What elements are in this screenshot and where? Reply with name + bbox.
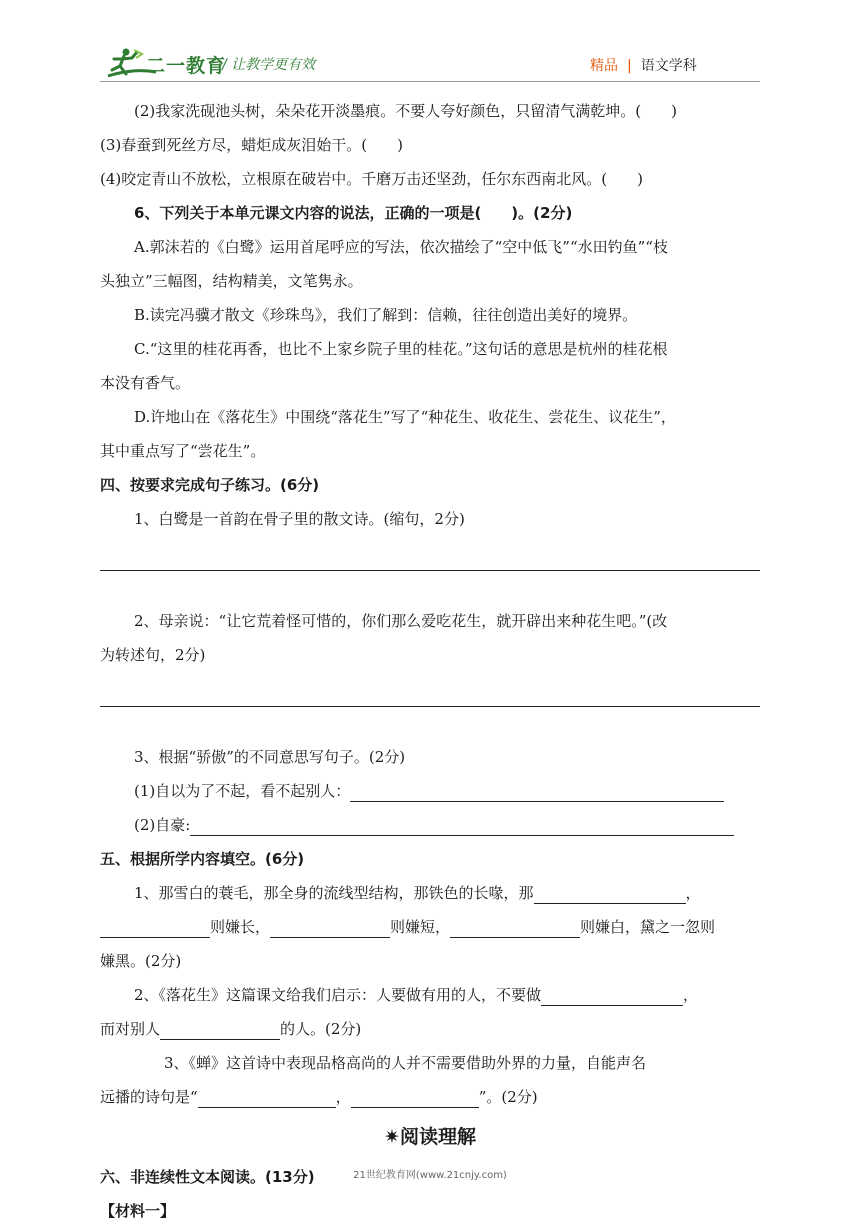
header-separator: | [627, 58, 632, 74]
s5q1-white: 则嫌白，黛之一忽则 [580, 918, 716, 936]
answer-line-q1[interactable] [100, 536, 760, 571]
option-d-line1: D.许地山在《落花生》中围绕“落花生”写了“种花生、收花生、尝花生、议花生”， [134, 408, 676, 426]
s5q3-prefix: 远播的诗句是“ [100, 1088, 198, 1106]
section-4-q3-a [100, 774, 760, 808]
section-5-q1-line3: 嫌黑。(2分) [100, 952, 182, 970]
answer-blank-s5q1-2[interactable] [100, 917, 210, 938]
document-body [100, 94, 760, 1228]
brand-slogan: / 让教学更有效 [222, 57, 316, 73]
option-a-line1: A.郭沫若的《白鹭》运用首尾呼应的写法，依次描绘了“空中低飞”“水田钓鱼”“枝 [134, 238, 668, 256]
s5q2-text: 2、《落花生》这篇课文给我们启示：人要做有用的人，不要做 [134, 986, 542, 1004]
poem-item-3: (3)春蚕到死丝方尽，蜡炬成灰泪始干。( ) [100, 136, 403, 154]
answer-blank-s5q3-2[interactable] [351, 1087, 479, 1108]
section-4-q2-line1: 2、母亲说：“让它荒着怪可惜的，你们那么爱吃花生，就开辟出来种花生吧。”(改 [134, 612, 668, 630]
poem-item-2: (2)我家洗砚池头树，朵朵花开淡墨痕。不要人夸好颜色，只留清气满乾坤。( ) [134, 102, 677, 120]
section-4-q3: 3、根据“骄傲”的不同意思写句子。(2分) [134, 748, 406, 766]
s5q3-suffix: ”。(2分) [478, 1088, 538, 1106]
answer-blank-s5q1-3[interactable] [270, 917, 390, 938]
poem-item-4: (4)咬定青山不放松，立根原在破岩中。千磨万击还坚劲，任尔东西南北风。( ) [100, 170, 643, 188]
option-c-line2: 本没有香气。 [100, 374, 191, 392]
option-c-line1: C.“这里的桂花再香，也比不上家乡院子里的桂花。”这句话的意思是杭州的桂花根 [134, 340, 668, 358]
answer-blank-s5q1-4[interactable] [450, 917, 580, 938]
answer-blank-s5q2-1[interactable] [541, 985, 683, 1006]
section-5-q3-line2 [100, 1080, 760, 1114]
q3-a-label: (1)自以为了不起，看不起别人： [134, 782, 351, 800]
s5q1-text: 1、那雪白的蓑毛，那全身的流线型结构，那铁色的长喙，那 [134, 884, 534, 902]
s5q2-comma: ， [683, 986, 699, 1004]
answer-blank-s5q1-1[interactable] [534, 883, 686, 904]
answer-blank-q3b[interactable] [190, 815, 734, 836]
section-4-q3-b [100, 808, 760, 842]
s5q2-people: 的人。(2分) [280, 1020, 362, 1038]
s5q2-others: 而对别人 [100, 1020, 161, 1038]
answer-blank-s5q3-1[interactable] [198, 1087, 336, 1108]
section-5-q2-line2 [100, 1012, 760, 1046]
section-4-title: 四、按要求完成句子练习。(6分) [100, 476, 320, 494]
page-footer: 21世纪教育网(www.21cnjy.com) [353, 1170, 507, 1181]
s5q1-long: 则嫌长， [210, 918, 271, 936]
s5q1-short: 则嫌短， [390, 918, 451, 936]
s5q1-comma: ， [685, 884, 701, 902]
quality-label: 精品 [590, 58, 618, 74]
reading-section-title: ✷阅读理解 [384, 1126, 476, 1148]
subject-label: 语文学科 [640, 58, 697, 74]
section-4-q2-line2: 为转述句，2分) [100, 646, 206, 664]
answer-blank-s5q2-2[interactable] [160, 1019, 280, 1040]
material-1-label: 【材料一】 [100, 1202, 176, 1220]
header-right [590, 55, 697, 75]
section-5-q3-line1: 3、《蝉》这首诗中表现品格高尚的人并不需要借助外界的力量，自能声名 [164, 1054, 647, 1072]
section-5-title: 五、根据所学内容填空。(6分) [100, 850, 305, 868]
section-5-q1-line1 [100, 876, 760, 910]
q3-b-label: (2)自豪: [134, 816, 191, 834]
s5q3-comma: ， [335, 1088, 351, 1106]
option-a-line2: 头独立”三幅图，结构精美，文笔隽永。 [100, 272, 363, 290]
answer-blank-q3a[interactable] [350, 781, 724, 802]
page-header [0, 0, 860, 82]
option-b: B.读完冯骥才散文《珍珠鸟》，我们了解到：信赖，往往创造出美好的境界。 [134, 306, 638, 324]
brand-name: 二一教育 [146, 55, 227, 77]
section-5-q2-line1 [100, 978, 760, 1012]
option-d-line2: 其中重点写了“尝花生”。 [100, 442, 266, 460]
section-4-q1: 1、白鹭是一首韵在骨子里的散文诗。(缩句，2分) [134, 510, 465, 528]
section-5-q1-line2 [100, 910, 760, 944]
section-6-title: 六、非连续性文本阅读。(13分) [100, 1168, 315, 1186]
question-6: 6、下列关于本单元课文内容的说法，正确的一项是( )。(2分) [134, 204, 573, 222]
header-divider [100, 81, 760, 82]
answer-line-q2[interactable] [100, 672, 760, 707]
